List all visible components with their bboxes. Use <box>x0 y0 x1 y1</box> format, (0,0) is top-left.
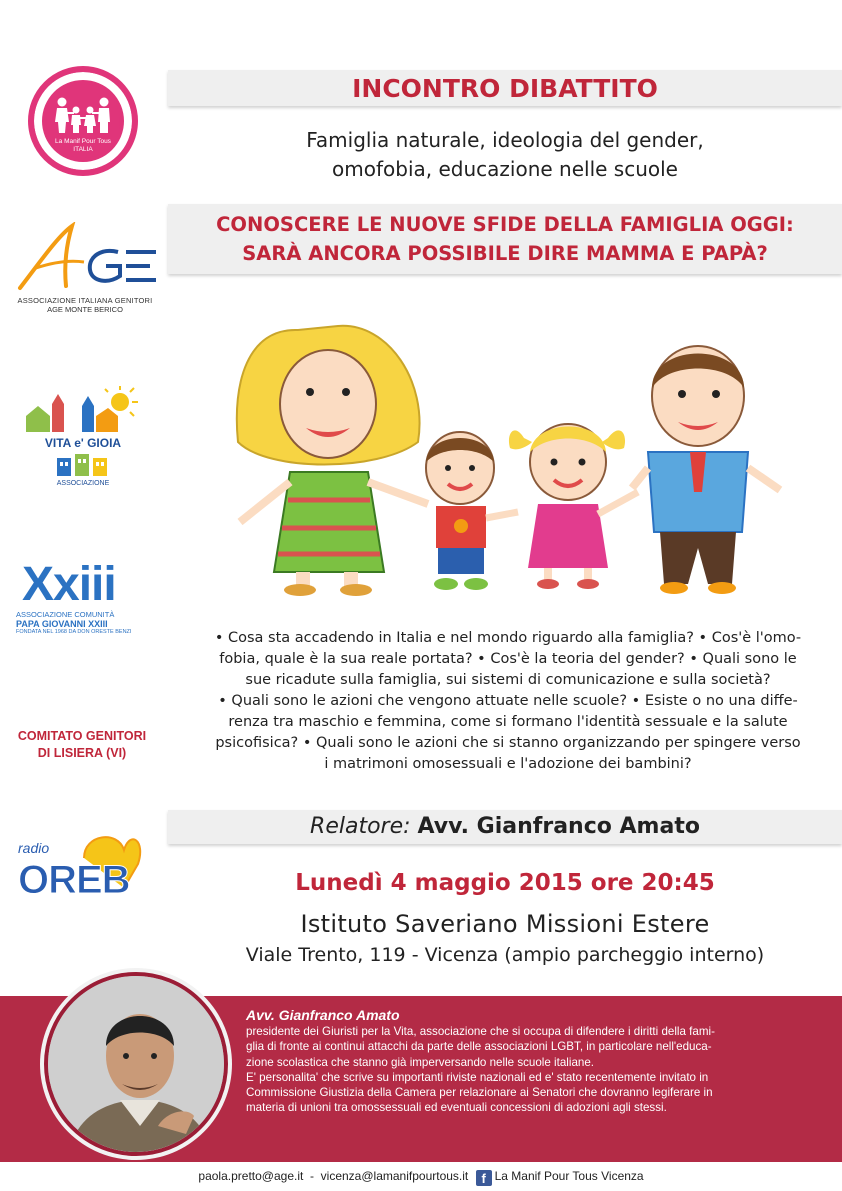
church-sun-icon <box>22 386 144 432</box>
question-line1: CONOSCERE LE NUOVE SFIDE DELLA FAMIGLIA OGGI: <box>216 213 794 236</box>
footer-separator: - <box>310 1169 314 1183</box>
age-logo <box>10 222 160 318</box>
speaker-photo-icon <box>48 976 228 1156</box>
comitato-line1: COMITATO GENITORI <box>17 729 147 743</box>
question-text-line: psicofisica? • Quali sono le azioni che si stanno organizzando per spingere verso <box>215 735 801 751</box>
family-drawing-illustration <box>228 322 788 600</box>
vita-logo-sub: ASSOCIAZIONE <box>56 480 110 487</box>
xxiii-line3: FONDATA NEL 1968 DA DON ORESTE BENZI <box>16 629 132 635</box>
event-title-banner <box>168 70 842 106</box>
speaker-name: Avv. Gianfranco Amato <box>417 814 700 839</box>
bio-text-line: zione scolastica che stanno già imperversando nelle scuole italiane. <box>246 1055 595 1069</box>
xxiii-line2: PAPA GIOVANNI XXIII <box>16 619 108 629</box>
comitato-line2: DI LISIERA (VI) <box>37 746 127 760</box>
comunita-papa-giovanni-logo <box>16 560 146 670</box>
bio-name: Avv. Gianfranco Amato <box>246 1007 400 1023</box>
subtitle-line1: Famiglia naturale, ideologia del gender, <box>306 128 704 152</box>
comitato-genitori-logo <box>12 728 152 762</box>
xxiii-line1: ASSOCIAZIONE COMUNITÀ <box>16 610 115 619</box>
question-text-line: • Cosa sta accadendo in Italia e nel mondo riguardo alla famiglia? • Cos'è l'omo- <box>214 630 802 646</box>
bio-text-line: E' personalita' che scrive su importanti riviste nazionali ed e' stato recentemente invitato in <box>246 1070 709 1084</box>
oreb-radio-text: radio <box>18 840 50 856</box>
email-lmpt[interactable]: vicenza@lamanifpourtous.it <box>320 1169 469 1183</box>
xxiii-mark: Xxiii <box>22 558 116 611</box>
lmpt-logo <box>28 66 138 176</box>
question-banner <box>168 204 842 274</box>
event-venue: Istituto Saveriano Missioni Estere <box>300 910 710 938</box>
bio-text-line: materia di unioni tra omossessuali ed eventuali concessioni di adozioni agli stessi. <box>246 1101 667 1115</box>
father-figure <box>632 346 780 594</box>
bio-text-line: Commissione Giustizia della Camera per relazionare ai Senatori che dovranno legiferare in <box>246 1086 713 1100</box>
speaker-label: Relatore: <box>310 814 411 839</box>
vita-logo-name: VITA e' GIOIA <box>44 436 122 450</box>
houses-icon <box>53 450 113 476</box>
lmpt-logo-text: La Manif Pour Tous <box>55 138 111 145</box>
girl-figure <box>509 424 638 589</box>
age-logo-line1: ASSOCIAZIONE ITALIANA GENITORI <box>17 296 153 305</box>
boy-figure <box>426 432 518 590</box>
question-text-line: • Quali sono le azioni che vengono attuate nelle scuole? • Esiste o no una diffe- <box>218 693 798 709</box>
question-line2: SARÀ ANCORA POSSIBILE DIRE MAMMA E PAPÀ? <box>242 242 768 265</box>
question-text-line: fobia, quale è la sua reale portata? • Cos'è la teoria del gender? • Quali sono le <box>219 651 797 667</box>
contact-footer <box>0 1162 842 1191</box>
subtitle-line2: omofobia, educazione nelle scuole <box>332 157 678 181</box>
facebook-page-link[interactable]: La Manif Pour Tous Vicenza <box>494 1169 644 1183</box>
vita-e-gioia-logo <box>22 386 144 492</box>
question-text-line: renza tra maschio e femmina, come si formano l'identità sessuale e la salute <box>228 714 788 730</box>
age-mark-icon <box>10 222 160 292</box>
event-subtitle <box>168 126 842 184</box>
speaker-banner <box>168 810 842 844</box>
speaker-portrait <box>44 972 228 1156</box>
speaker-bio <box>246 1006 830 1116</box>
oreb-name-text: OREB <box>18 858 130 902</box>
email-age[interactable]: paola.pretto@age.it <box>198 1169 304 1183</box>
mother-figure <box>237 326 428 596</box>
question-text-line: sue ricadute sulla famiglia, sui sistemi di comunicazione e sulla società? <box>245 672 771 688</box>
bio-text-line: presidente dei Giuristi per la Vita, associazione che si occupa di difendere i diritti della fami- <box>246 1025 715 1038</box>
radio-oreb-logo <box>14 828 144 908</box>
question-text-line: i matrimoni omosessuali e l'adozione dei bambini? <box>324 756 692 772</box>
event-title: INCONTRO DIBATTITO <box>352 74 658 103</box>
age-logo-line2: AGE MONTE BERICO <box>47 305 123 314</box>
event-address: Viale Trento, 119 - Vicenza (ampio parcheggio interno) <box>245 944 765 966</box>
event-date: Lunedì 4 maggio 2015 ore 20:45 <box>295 870 715 896</box>
family-figures-icon <box>48 96 118 134</box>
facebook-icon: f <box>476 1170 492 1186</box>
lmpt-logo-country: ITALIA <box>73 146 93 153</box>
bio-text-line: glia di fronte ai continui attacchi da parte delle associazioni LGBT, in particolare nell'educa- <box>246 1040 712 1054</box>
discussion-questions <box>200 628 816 775</box>
